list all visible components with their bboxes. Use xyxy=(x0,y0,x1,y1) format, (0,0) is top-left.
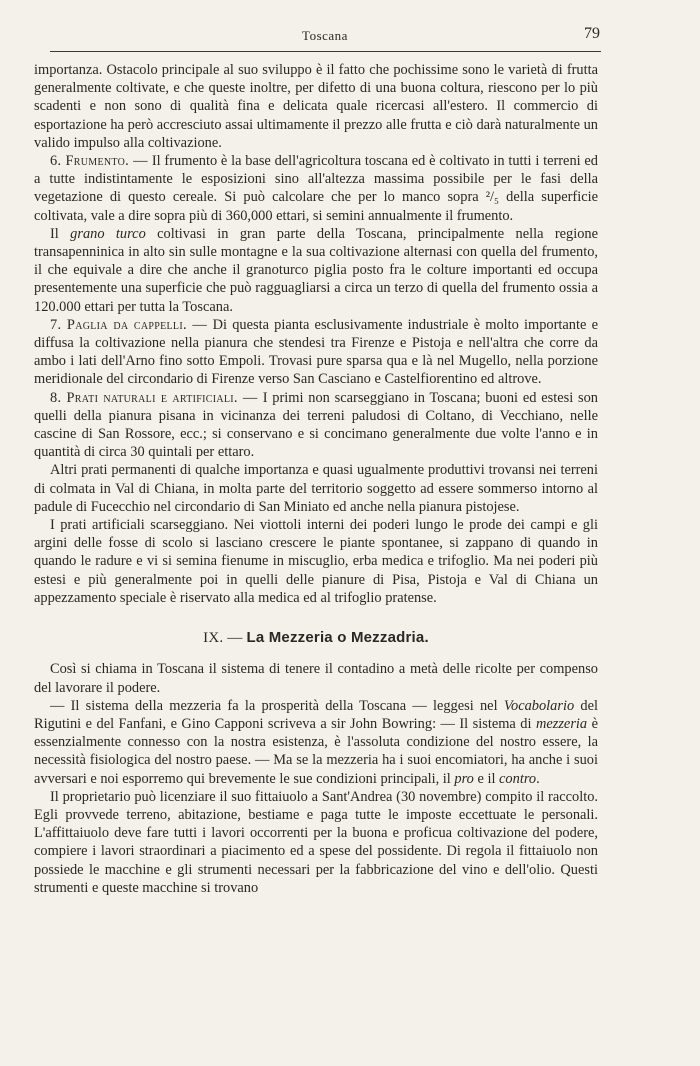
text-run: è essenzialmente connesso con la nostra esistenza, è l'assoluta condizione del nostro essere, la necessità fisiologica del nostro paese. — Ma se la mezzeria ha i suoi encomiatori, ha anche i suoi avversari e noi esporremo qui brevemente le sue condizioni principali, il xyxy=(34,715,598,787)
text-run: Il xyxy=(50,225,71,242)
italic-term: grano turco xyxy=(70,225,146,242)
paragraph: Altri prati permanenti di qualche importanza e quasi ugualmente produttivi trovansi nei terreni di colmata in Val di Chiana, in molta parte del territorio soggetto ad essere sommerso intorno al padule di Fucecchio nel circondario di San Miniato ed anche nella pianura pistojese. xyxy=(34,462,598,515)
italic-term: mezzeria xyxy=(535,715,588,732)
paragraph: Così si chiama in Toscana il sistema di tenere il contadino a metà delle ricolte per compenso del lavorare il podere. xyxy=(34,661,598,696)
text-run: del Rigutini e del Fanfani, e Gino Capponi scriveva a sir John Bowring: — Il sistema di xyxy=(34,697,598,732)
page-header xyxy=(50,24,600,46)
text-run: coltivasi in gran parte della Toscana, principalmente nella regione transapenninica in alto sin sulle montagne e la sua coltivazione alternasi con quella del frumento, il che equivale a dire che anche il granoturco piglia posto fra le colture importanti ed occupa presentemente una superficie che può ragguagliarsi a circa un terzo di quella del frumento ossia a 120.000 ettari per tutta la Toscana. xyxy=(34,225,599,315)
paragraph-heading: 6. Frumento. — xyxy=(50,153,152,170)
paragraph-frumento xyxy=(34,152,598,225)
italic-term: contro xyxy=(499,770,537,787)
paragraph-heading: 7. Paglia da cappelli. — xyxy=(50,316,213,333)
italic-term: pro xyxy=(454,770,474,787)
paragraph-prati xyxy=(34,389,598,462)
section-heading xyxy=(34,629,598,647)
paragraph: importanza. Ostacolo principale al suo sviluppo è il fatto che pochissime sono le varietà di frutta generalmente coltivate, e che queste inoltre, per difetto di una buona coltura, riescono per lo più scadenti e non sono di qualità fina e delicata quale ricercasi all'estero. Il commercio di esportazione ha però accresciuto assai ultimamente il prezzo alle frutta e ciò darà naturalmente un valido impulso alla coltivazione. xyxy=(34,62,598,151)
italic-term: Vocabolario xyxy=(503,697,575,714)
paragraph: Il proprietario può licenziare il suo fittaiuolo a Sant'Andrea (30 novembre) compito il raccolto. Egli provvede terreno, abitazione, bestiame e paga tutte le imposte eccettuate le personali. L'affittaiuolo deve fare tutti i lavori occorrenti per la buona e proficua coltivazione del podere, compiere i lavori straordinari a piacimento ed a spese del possidente. Di regola il fittaiuolo non possiede le macchine e gli strumenti necessari per la fabbricazione del vino e dell'olio. Questi strumenti e queste macchine si trovano xyxy=(34,788,598,896)
paragraph: I prati artificiali scarseggiano. Nei viottoli interni dei poderi lungo le prode dei campi e gli argini delle fosse di scolo si lasciano crescere le piante spontanee, si zappano di quando in quando le radure e vi si semina fienume in miscuglio, erba medica e trifoglio. Ma nei poderi più estesi e più generalmente poi in quelli delle pianure di Pisa, Pistoja e Val di Chiana un appezzamento speciale è riservato alla medica ed al trifoglio pratense. xyxy=(34,517,598,606)
text-run: — Il sistema della mezzeria fa la prosperità della Toscana — leggesi nel xyxy=(50,697,504,714)
paragraph-text: Il frumento è la base dell'agricoltura toscana ed è coltivato in tutti i terreni ed a tutte indistintamente le esposizioni sino all'altezza massima possibile per le fasi della vegetazione di questo cereale. Si può calcolare che per lo manco sopra ²/₅ della superficie coltivata, vale a dire sopra più di 360,000 ettari, si semini annualmente il frumento. xyxy=(34,153,598,224)
paragraph-text: Di questa pianta esclusivamente industriale è molto importante e diffusa la coltivazione nella pianura che stendesi tra Firenze e Pistoja e nell'altra che corre da ambo i lati dell'Arno fino sotto Empoli. Trovasi pure sparsa qua e là nel Mugello, nella porzione meridionale del circondario di Firenze verso San Casciano e Castelfiorentino ed altrove. xyxy=(34,316,598,388)
text-run: . xyxy=(536,770,540,787)
running-head: Toscana xyxy=(302,28,348,43)
section-number: IX. — xyxy=(203,630,247,647)
paragraph-mezzeria xyxy=(34,697,598,788)
paragraph-heading: 8. Prati naturali e artificiali. — xyxy=(50,389,263,406)
page-number: 79 xyxy=(584,25,600,42)
paragraph-grano-turco xyxy=(34,225,598,316)
header-rule xyxy=(50,51,601,52)
page-body xyxy=(34,61,598,897)
paragraph-paglia xyxy=(34,316,598,389)
paragraph-text: I primi non scarseggiano in Toscana; buoni ed estesi son quelli della pianura pisana in vicinanza dei terreni paludosi di Coltano, di Vecchiano, nelle cascine di San Rossore, ecc.; si conservano e si concimano generalmente due volte l'anno e in quantità di circa 30 quintali per ettaro. xyxy=(34,389,598,461)
text-run: e il xyxy=(473,770,500,787)
section-title: La Mezzeria o Mezzadria. xyxy=(246,629,429,647)
